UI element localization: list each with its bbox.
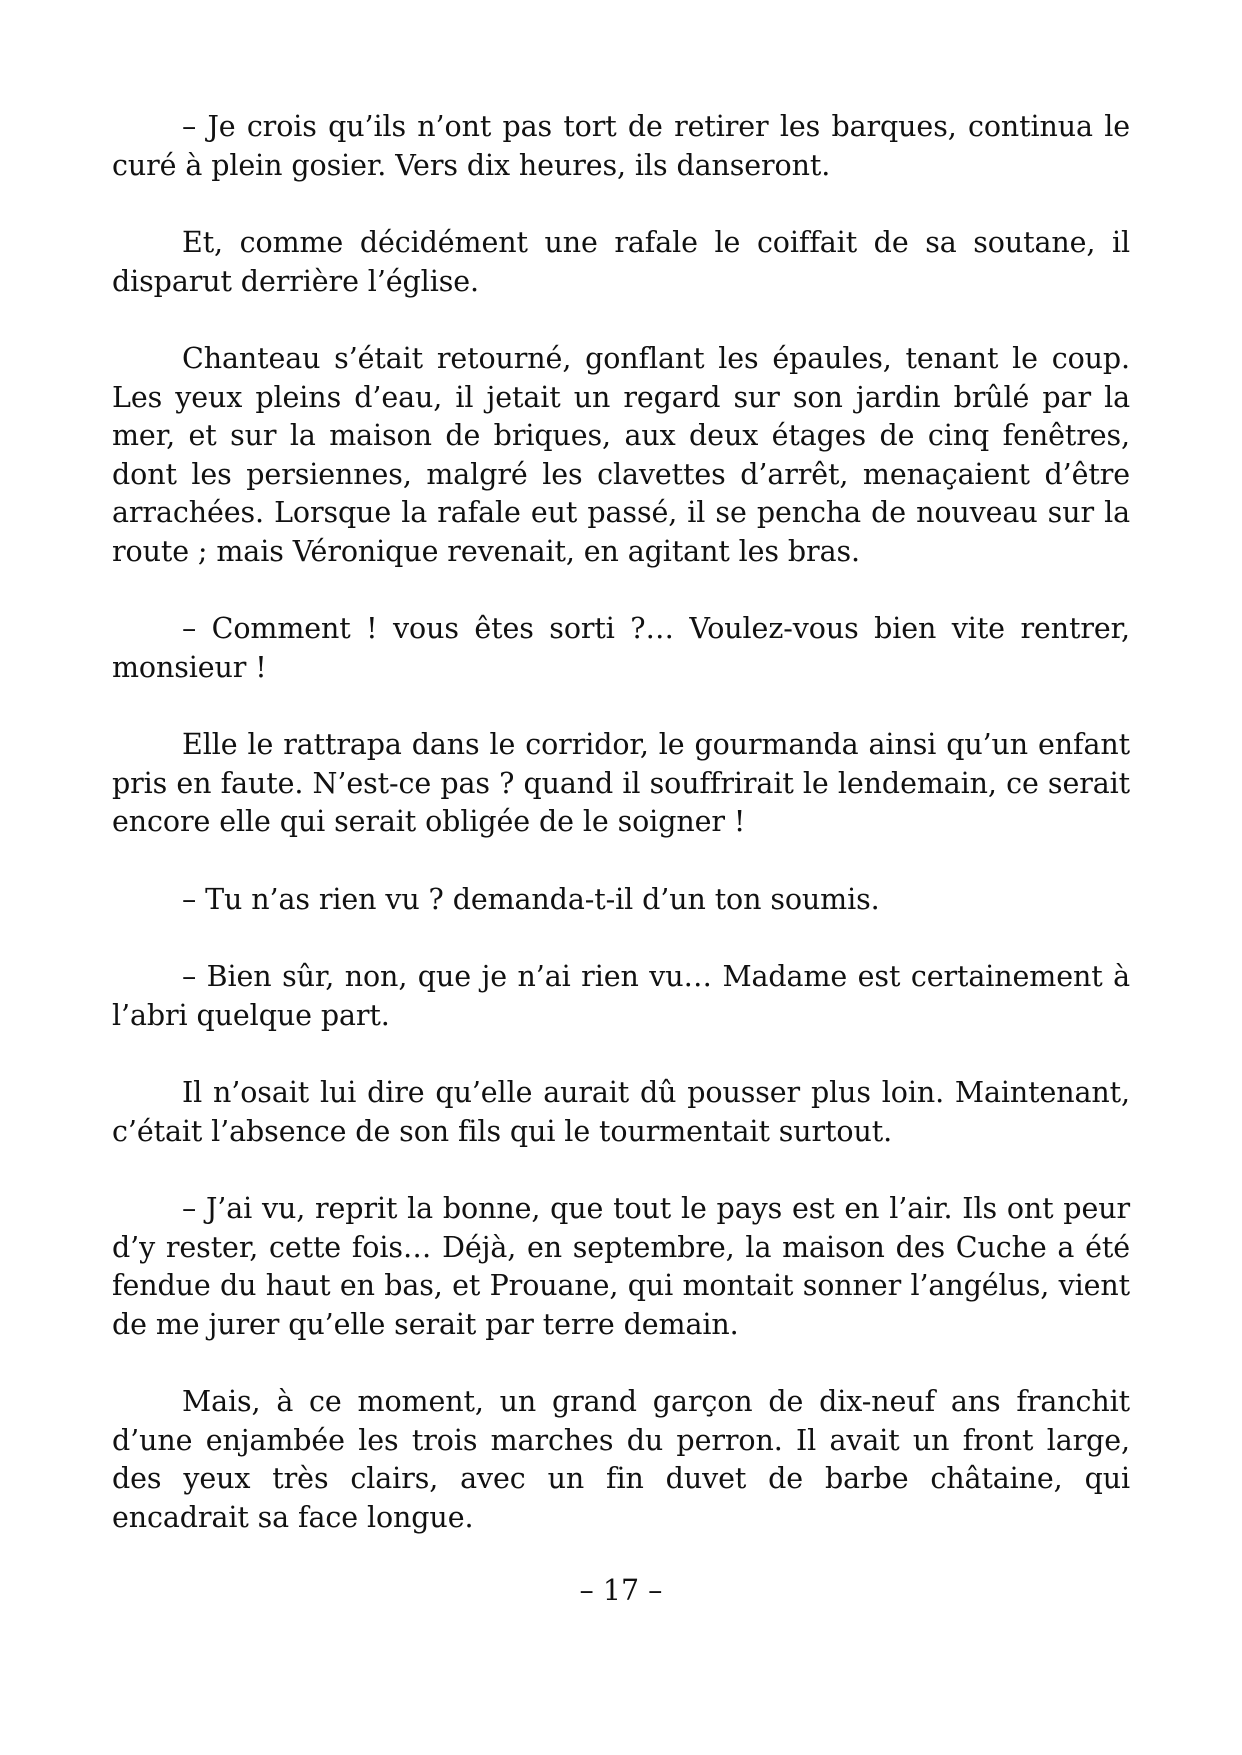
paragraph: Elle le rattrapa dans le corridor, le gourmanda ainsi qu’un enfant pris en faute. N’est-ce pas ? quand il souffrirait le lendemain, ce serait encore elle qui serait obligée de le soigner !: [112, 728, 1130, 838]
paragraph: – J’ai vu, reprit la bonne, que tout le pays est en l’air. Ils ont peur d’y rester, cette fois… Déjà, en septembre, la maison des Cuche a été fendue du haut en bas, et Prouane, qui montait sonner l’angélus, vient de me jurer qu’elle serait par terre demain.: [112, 1192, 1130, 1341]
paragraph: – Comment ! vous êtes sorti ?… Voulez-vous bien vite rentrer, monsieur !: [112, 612, 1130, 684]
paragraph: – Tu n’as rien vu ? demanda-t-il d’un ton soumis.: [182, 882, 880, 916]
paragraph: Et, comme décidément une rafale le coiffait de sa soutane, il disparut derrière l’église.: [112, 226, 1130, 298]
page-number: – 17 –: [579, 1574, 663, 1607]
paragraph: – Je crois qu’ils n’ont pas tort de retirer les barques, continua le curé à plein gosier. Vers dix heures, ils danseront.: [112, 110, 1130, 182]
paragraph: Il n’osait lui dire qu’elle aurait dû pousser plus loin. Maintenant, c’était l’absence de son fils qui le tourmentait surtout.: [112, 1076, 1130, 1148]
paragraph: – Bien sûr, non, que je n’ai rien vu… Madame est certainement à l’abri quelque part.: [112, 960, 1130, 1032]
page-body: [112, 108, 1130, 1576]
paragraph: Mais, à ce moment, un grand garçon de dix-neuf ans franchit d’une enjambée les trois marches du perron. Il avait un front large, des yeux très clairs, avec un fin duvet de barbe châtaine, qui encadrait sa face longue.: [112, 1385, 1130, 1534]
paragraph: Chanteau s’était retourné, gonflant les épaules, tenant le coup. Les yeux pleins d’eau, il jetait un regard sur son jardin brûlé par la mer, et sur la maison de briques, aux deux étages de cinq fenêtres, dont les persiennes, malgré les clavettes d’arrêt, menaçaient d’être arrachées. Lorsque la rafale eut passé, il se pencha de nouveau sur la route ; mais Véronique revenait, en agitant les bras.: [112, 342, 1130, 568]
